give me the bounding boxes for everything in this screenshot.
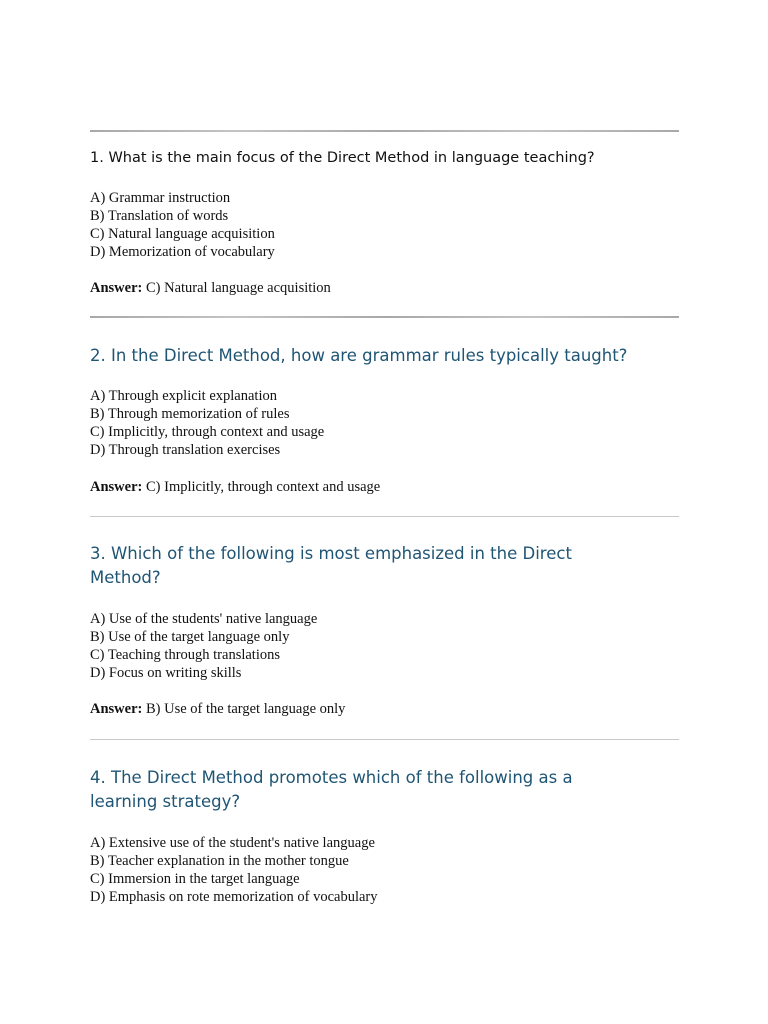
option-item: A) Through explicit explanation <box>90 388 277 404</box>
question-4-options <box>90 834 378 906</box>
divider <box>90 130 679 132</box>
option-item: D) Through translation exercises <box>90 442 281 458</box>
answer-text: C) Natural language acquisition <box>142 280 331 296</box>
question-2-options <box>90 387 324 459</box>
option-item: B) Use of the target language only <box>90 629 290 645</box>
option-item: A) Extensive use of the student's native language <box>90 835 375 851</box>
option-item: C) Teaching through translations <box>90 647 281 663</box>
option-item: B) Through memorization of rules <box>90 406 290 422</box>
option-item: A) Use of the students' native language <box>90 611 318 627</box>
option-item: D) Focus on writing skills <box>90 665 242 681</box>
option-item: C) Immersion in the target language <box>90 871 300 887</box>
option-item: B) Translation of words <box>90 208 229 224</box>
question-1-heading: 1. What is the main focus of the Direct Method in language teaching? <box>90 150 595 166</box>
question-2-answer <box>90 478 380 496</box>
option-item: C) Natural language acquisition <box>90 226 275 242</box>
option-item: D) Emphasis on rote memorization of vocabulary <box>90 889 378 905</box>
question-1-options <box>90 189 275 261</box>
question-3-options <box>90 610 317 682</box>
question-3-answer <box>90 700 345 718</box>
option-item: B) Teacher explanation in the mother tongue <box>90 853 349 869</box>
answer-label: Answer: <box>90 479 143 495</box>
answer-text: B) Use of the target language only <box>142 701 346 717</box>
answer-label: Answer: <box>90 280 143 296</box>
answer-label: Answer: <box>90 701 143 717</box>
divider <box>90 316 679 318</box>
question-4-heading: 4. The Direct Method promotes which of the following as a learning strategy? <box>90 768 573 811</box>
option-item: D) Memorization of vocabulary <box>90 244 275 260</box>
divider <box>90 739 679 740</box>
option-item: A) Grammar instruction <box>90 190 231 206</box>
question-2-heading: 2. In the Direct Method, how are grammar rules typically taught? <box>90 346 628 365</box>
divider <box>90 516 679 517</box>
answer-text: C) Implicitly, through context and usage <box>142 479 381 495</box>
option-item: C) Implicitly, through context and usage <box>90 424 325 440</box>
question-1-answer <box>90 279 331 297</box>
question-3-heading: 3. Which of the following is most emphasized in the Direct Method? <box>90 544 572 587</box>
